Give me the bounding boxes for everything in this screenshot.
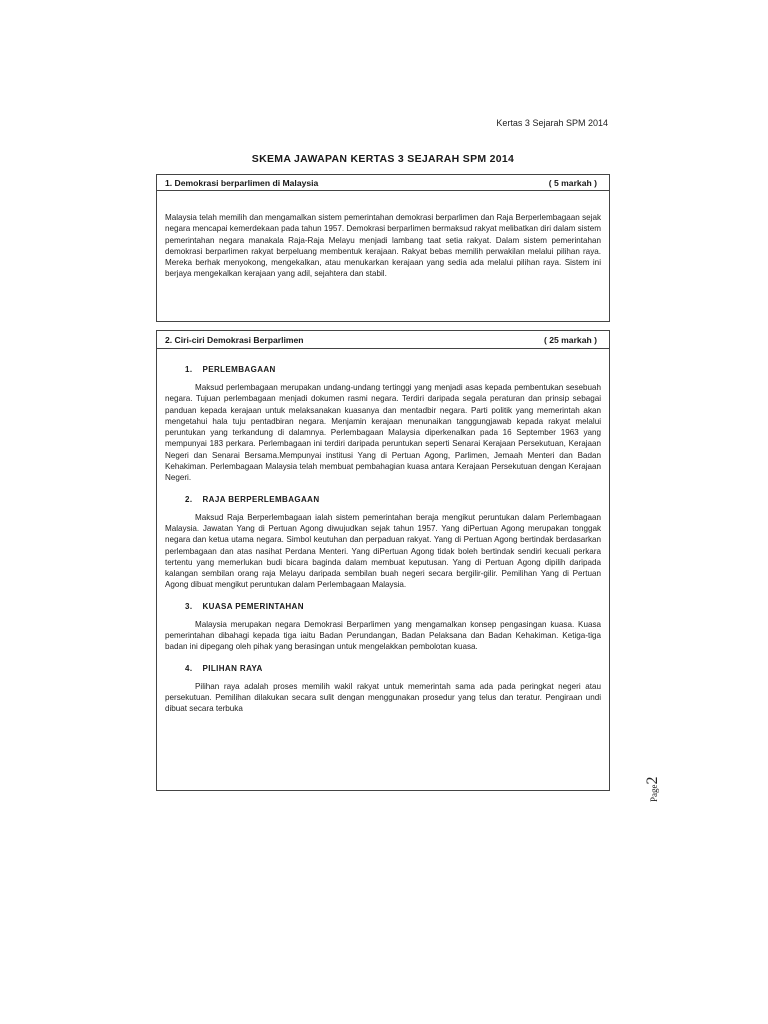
running-header: Kertas 3 Sejarah SPM 2014 bbox=[496, 118, 608, 128]
item-kuasa-pemerintahan bbox=[165, 602, 601, 653]
section-1-text: Malaysia telah memilih dan mengamalkan sistem pemerintahan demokrasi berparlimen dan Raja Berperlembagaan sejak negara mencapai kemerdekaan pada tahun 1957. Demokrasi berparlimen bermaksud rakyat melibatkan diri dalam sistem pemerintahan negara manakala Raja-Raja Melayu menjadi lambang taat setia rakyat. Dalam sistem pemerintahan demokrasi berparlimen rakyat berpeluang membentuk kerajaan. Rakyat bebas memilih perwakilan melalui pilihan raya. Mereka berhak menyokong, mengekalkan, atau menukarkan kerajaan yang sedia ada melalui pilihan raya. Sistem ini berjaya mengekalkan kerajaan yang adil, sejahtera dan stabil. bbox=[165, 213, 601, 279]
item-number: 2. bbox=[185, 494, 193, 504]
item-title: PILIHAN RAYA bbox=[202, 663, 263, 673]
page-number bbox=[634, 762, 674, 802]
section-1-header bbox=[157, 175, 609, 191]
item-title: RAJA BERPERLEMBAGAAN bbox=[202, 494, 320, 504]
item-text: Pilihan raya adalah proses memilih wakil rakyat untuk memerintah sama ada pada peringkat negeri atau persekutuan. Pemilihan dilakukan secara sulit dengan menggunakan prosedur yang telus dan teratur. Pengiraan undi dibuat secara terbuka bbox=[165, 681, 601, 714]
section-2-box bbox=[156, 330, 610, 791]
section-1-box bbox=[156, 174, 610, 322]
page-number-value: 2 bbox=[644, 776, 661, 785]
item-number: 4. bbox=[185, 663, 193, 673]
document-title: SKEMA JAWAPAN KERTAS 3 SEJARAH SPM 2014 bbox=[251, 153, 515, 165]
section-2-marks: ( 25 markah ) bbox=[543, 334, 597, 345]
item-raja-berperlembagaan bbox=[165, 495, 601, 591]
item-heading bbox=[165, 365, 601, 374]
item-number: 1. bbox=[185, 365, 193, 374]
item-text: Maksud perlembagaan merupakan undang-undang tertinggi yang menjadi asas kepada pembentukan sesebuah negara. Tujuan perlembagaan menjadi dokumen rasmi negara. Terdiri daripada segala peraturan dan prinsip sebagai panduan kepada kerajaan untuk melaksanakan kuasanya dan mentadbir negara. Parti politik yang memerintah akan mengetahui hala tuju pentadbiran negara. Menjamin kerajaan menunaikan tanggungjawab kepada rakyat melalui peruntukan yang terkandung di dalamnya. Perlembagaan Malaysia diperkenalkan pada 16 September 1963 yang mempunyai 183 perkara. Perlembagaan ini terdiri daripada peruntukan seperti Senarai Kerajaan Persekutuan, Kerajaan Negeri dan Senarai Bersama.Mempunyai institusi Yang di Pertuan Agong, Parlimen, Jemaah Menteri dan Badan Kehakiman. Perlembagaan Malaysia telah membuat pembahagian kuasa antara Kerajaan Persekutuan dengan Kerajaan Negeri. bbox=[165, 383, 601, 483]
item-text: Maksud Raja Berperlembagaan ialah sistem pemerintahan beraja mengikut peruntukan dalam Perlembagaan Malaysia. Jawatan Yang di Pertuan Agong diwujudkan sejak tahun 1957. Yang diPertuan Agong merupakan tonggak negara dan ketua utama negara. Simbol keutuhan dan perpaduan rakyat. Yang di Pertuan Agong bertindak berdasarkan perlembagaan dan atas nasihat Perdana Menteri. Yang diPertuan Agong tidak boleh bertindak sendiri kecuali perkara tertentu yang memerlukan budi bicara baginda dalam membuat keputusan. Yang di Pertuan Agong dipilih daripada kalangan sembilan orang raja Melayu daripada sembilan buah negeri secara bergilir-gilir. Pemilihan Yang di Pertuan Agong dibuat mengikut peruntukan dalam Perlembagaan Malaysia. bbox=[165, 512, 601, 590]
section-2-header bbox=[157, 331, 609, 349]
item-heading bbox=[165, 495, 601, 504]
item-title: PERLEMBAGAAN bbox=[202, 365, 276, 374]
page-label: Page bbox=[649, 784, 659, 802]
item-number: 3. bbox=[185, 601, 193, 611]
section-1-marks: ( 5 markah ) bbox=[548, 177, 597, 188]
item-perlembagaan bbox=[165, 365, 601, 484]
item-heading bbox=[165, 602, 601, 611]
item-pilihan-raya bbox=[165, 664, 601, 715]
item-text: Malaysia merupakan negara Demokrasi Berparlimen yang mengamalkan konsep pengasingan kuasa. Kuasa pemerintahan dibahagi kepada tiga iaitu Badan Perundangan, Badan Pelaksana dan Badan Kehakiman. Ketiga-tiga badan ini dipegang oleh pihak yang berasingan untuk mengelakkan pembolotan kuasa. bbox=[165, 619, 601, 652]
item-title: KUASA PEMERINTAHAN bbox=[202, 601, 304, 611]
section-1-heading: 1. Demokrasi berparlimen di Malaysia bbox=[165, 177, 319, 188]
item-heading bbox=[165, 664, 601, 673]
section-2-heading: 2. Ciri-ciri Demokrasi Berparlimen bbox=[165, 334, 304, 345]
